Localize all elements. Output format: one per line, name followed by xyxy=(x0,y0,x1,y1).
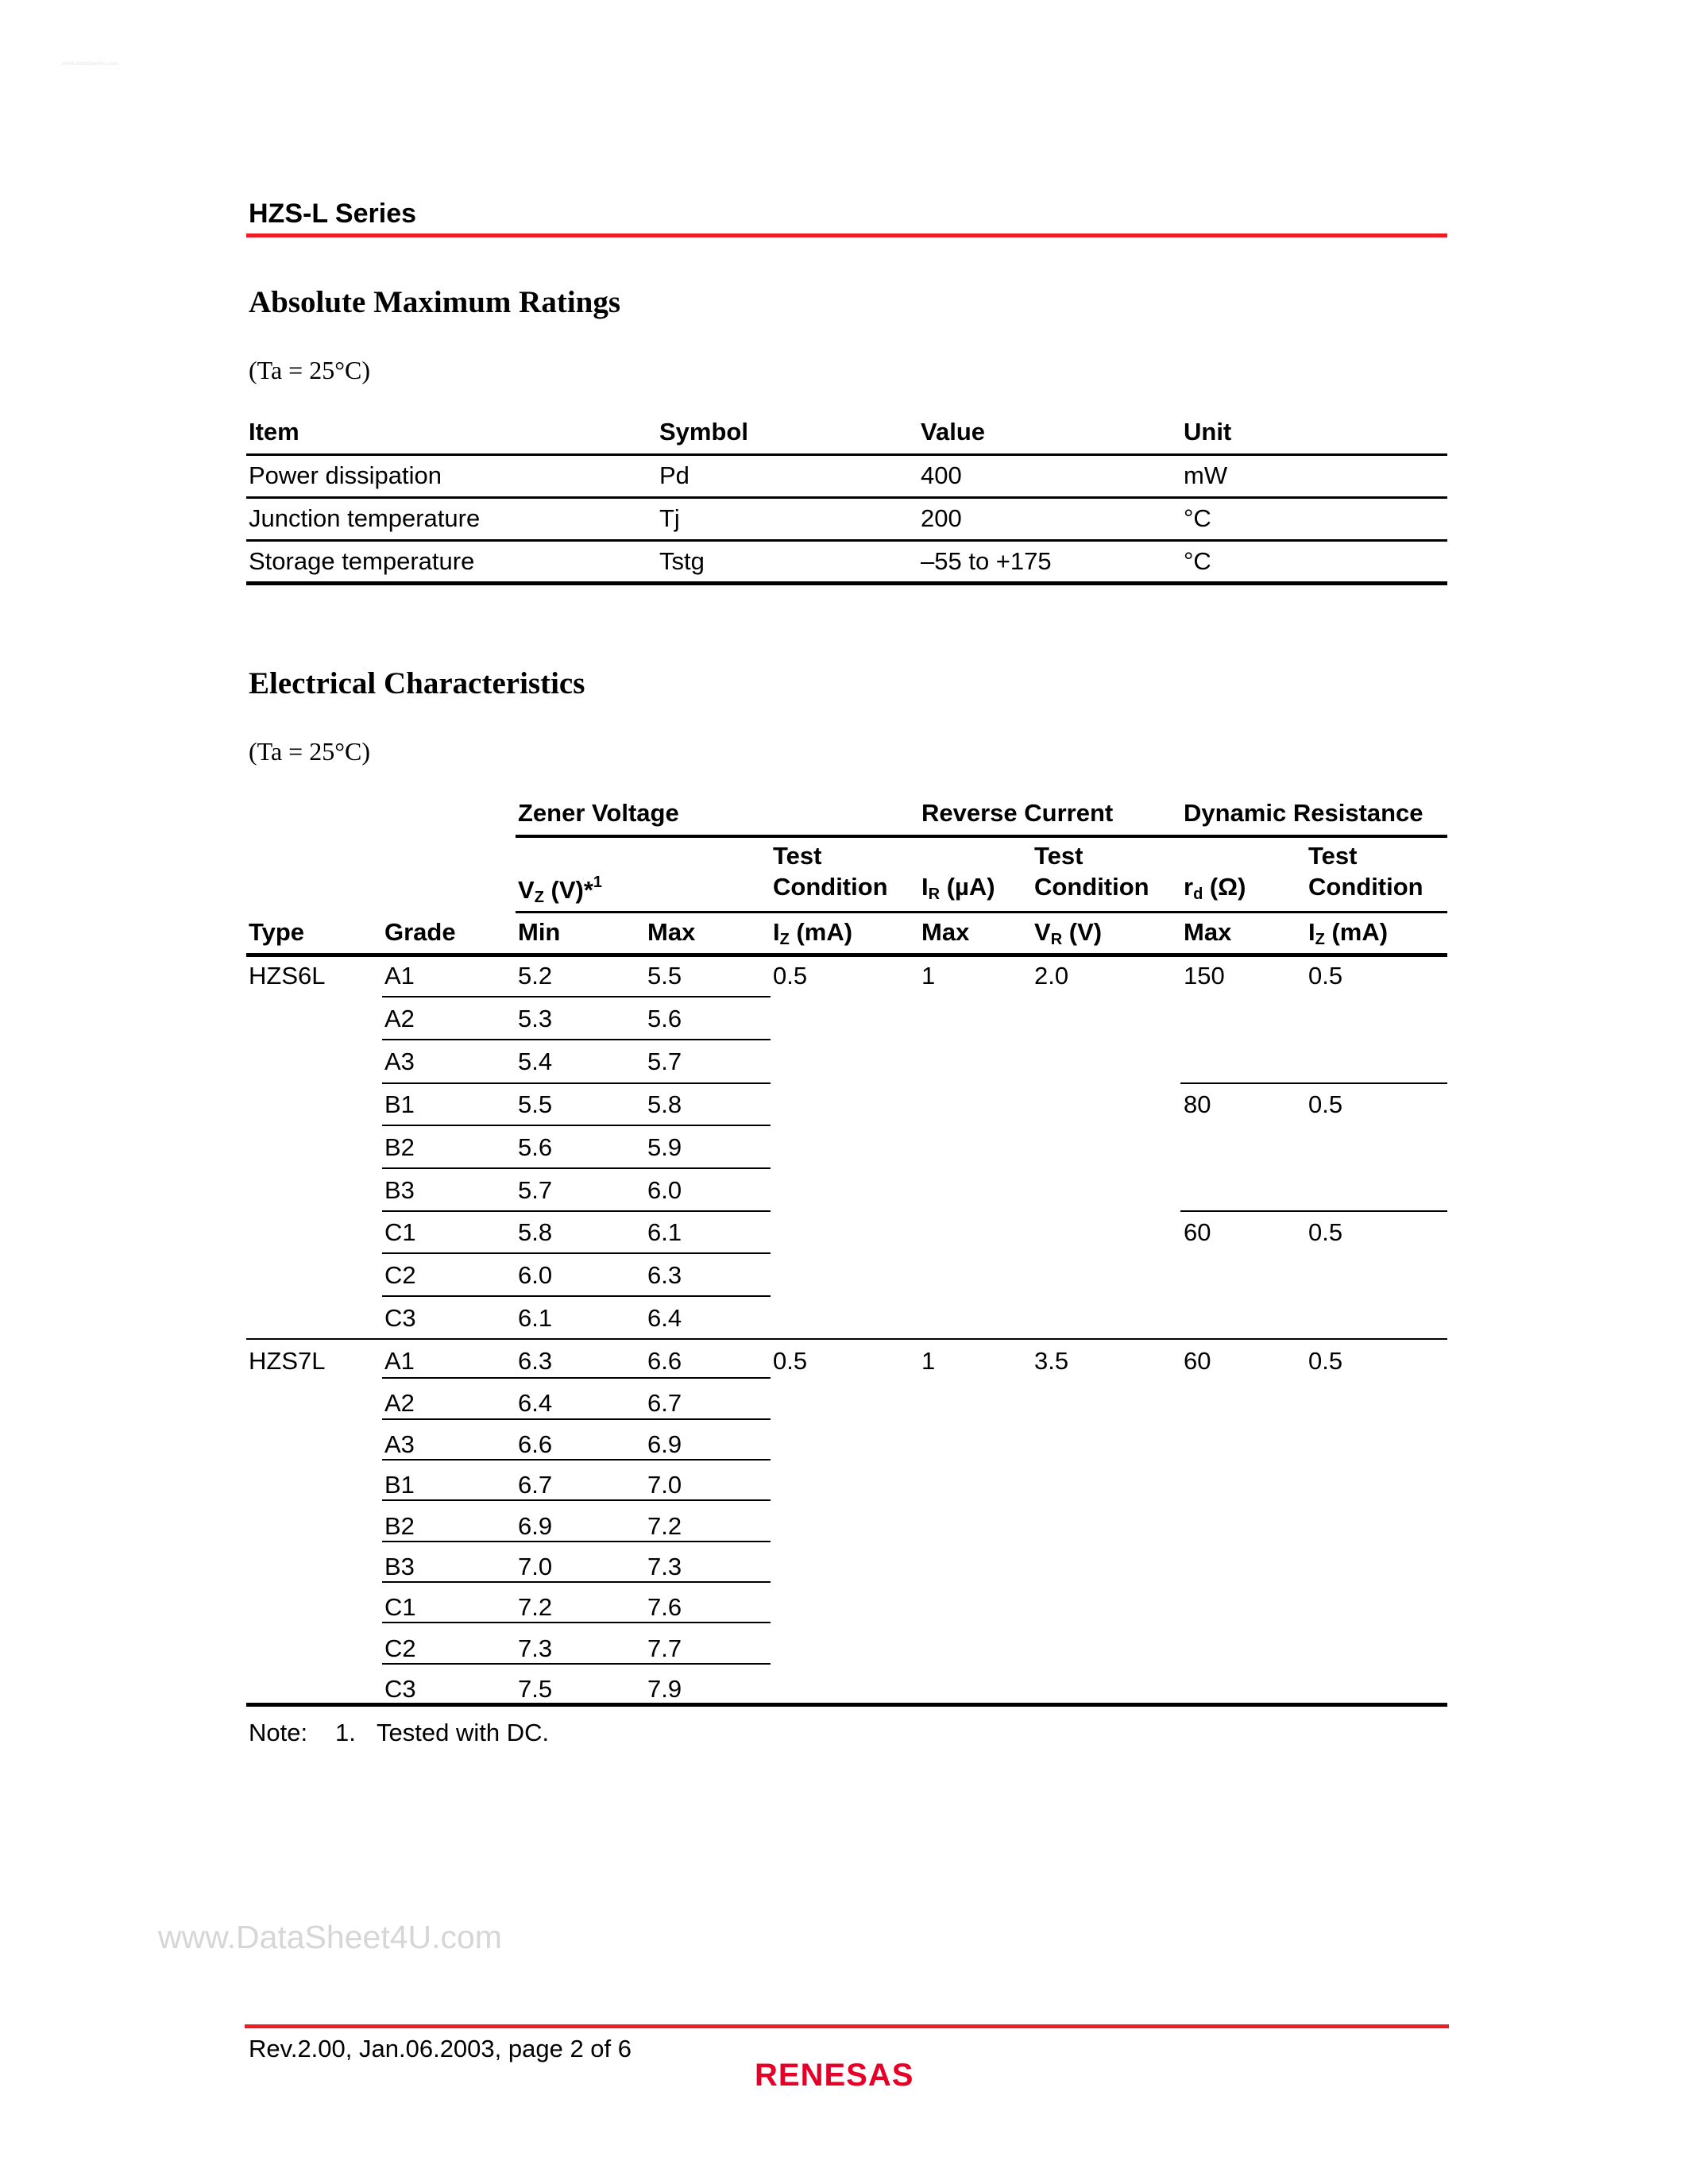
max-cell: 6.9 xyxy=(647,1430,682,1458)
max-cell: 5.8 xyxy=(647,1090,682,1118)
min-cell: 7.3 xyxy=(518,1634,553,1662)
renesas-logo xyxy=(753,2057,952,2096)
min-cell: 6.1 xyxy=(518,1304,553,1332)
rd-rule xyxy=(1180,1082,1447,1084)
max-cell: 7.0 xyxy=(647,1471,682,1499)
row-rule xyxy=(382,1039,771,1040)
vr-cell: 3.5 xyxy=(1034,1347,1069,1375)
footer-revision: Rev.2.00, Jan.06.2003, page 2 of 6 xyxy=(249,2035,632,2062)
grade-cell: B3 xyxy=(384,1176,415,1204)
row-rule xyxy=(382,1663,771,1665)
type-cell: HZS7L xyxy=(249,1347,326,1375)
row-rule xyxy=(382,1210,771,1212)
table-cell: Tstg xyxy=(659,547,705,575)
rd-rule xyxy=(1180,1210,1447,1212)
rd-iz-cell: 0.5 xyxy=(1308,962,1343,990)
grade-cell: C3 xyxy=(384,1304,416,1332)
col-item: Item xyxy=(249,418,299,446)
max-cell: 7.9 xyxy=(647,1675,682,1703)
condition-label: Condition xyxy=(1308,873,1423,901)
grade-cell: A3 xyxy=(384,1048,415,1075)
ir-header: $I_R$ (µA) xyxy=(921,873,995,903)
grade-cell: A3 xyxy=(384,1430,415,1458)
max-cell: 6.7 xyxy=(647,1389,682,1417)
min-cell: 5.3 xyxy=(518,1005,553,1032)
grade-cell: C2 xyxy=(384,1634,416,1662)
min-cell: 5.5 xyxy=(518,1090,553,1118)
rd-cell: 60 xyxy=(1184,1218,1211,1246)
grade-cell: C2 xyxy=(384,1261,416,1289)
note-number: 1. xyxy=(335,1719,356,1746)
test-label: Test xyxy=(773,842,822,870)
series-title: HZS-L Series xyxy=(249,199,417,229)
grade-cell: B1 xyxy=(384,1090,415,1118)
min-cell: 6.4 xyxy=(518,1389,553,1417)
col-vr: $V_R$ (V) xyxy=(1034,918,1103,948)
table-cell: –55 to +175 xyxy=(921,547,1052,575)
col-symbol: Symbol xyxy=(659,418,748,446)
condition-label: Condition xyxy=(773,873,888,901)
min-cell: 5.4 xyxy=(518,1048,553,1075)
min-cell: 6.0 xyxy=(518,1261,553,1289)
row-rule xyxy=(382,1167,771,1169)
type-cell: HZS6L xyxy=(249,962,326,990)
max-cell: 6.0 xyxy=(647,1176,682,1204)
table-cell: Storage temperature xyxy=(249,547,475,575)
min-cell: 6.6 xyxy=(518,1430,553,1458)
row-rule xyxy=(382,1418,771,1420)
table-cell: Power dissipation xyxy=(249,461,442,489)
grade-cell: A1 xyxy=(384,962,415,990)
row-rule xyxy=(382,1082,771,1084)
table-rule xyxy=(246,496,1447,499)
renesas-logo-icon xyxy=(753,2057,952,2092)
row-rule xyxy=(382,1459,771,1461)
table-cell: °C xyxy=(1184,547,1211,575)
note-label: Note: xyxy=(249,1719,308,1746)
top-watermark: www.datasheet4u.com xyxy=(62,61,118,67)
row-rule xyxy=(382,1377,771,1379)
amr-title: Absolute Maximum Ratings xyxy=(249,285,621,319)
col-ir-max: Max xyxy=(921,918,970,946)
rd-iz-cell: 0.5 xyxy=(1308,1347,1343,1375)
header-bottom-rule xyxy=(246,953,1447,957)
ec-title: Electrical Characteristics xyxy=(249,666,585,700)
max-cell: 7.6 xyxy=(647,1593,682,1621)
min-cell: 6.9 xyxy=(518,1512,553,1540)
grade-cell: A2 xyxy=(384,1389,415,1417)
rd-cell: 150 xyxy=(1184,962,1225,990)
grade-cell: C1 xyxy=(384,1218,416,1246)
min-cell: 7.5 xyxy=(518,1675,553,1703)
table-rule xyxy=(246,453,1447,456)
min-cell: 5.2 xyxy=(518,962,553,990)
iz-cell: 0.5 xyxy=(773,1347,808,1375)
max-cell: 5.6 xyxy=(647,1005,682,1032)
condition-label: Condition xyxy=(1034,873,1149,901)
grade-cell: A2 xyxy=(384,1005,415,1032)
ir-cell: 1 xyxy=(921,962,936,990)
table-cell: °C xyxy=(1184,504,1211,532)
rd-header: $r_d$ (Ω) xyxy=(1184,873,1246,903)
col-type: Type xyxy=(249,918,305,946)
row-rule xyxy=(382,1622,771,1623)
subheader-rule xyxy=(516,911,1447,913)
table-bottom-rule xyxy=(246,581,1447,585)
amr-condition: (Ta = 25°C) xyxy=(249,356,371,384)
col-unit: Unit xyxy=(1184,418,1232,446)
rd-iz-cell: 0.5 xyxy=(1308,1218,1343,1246)
note-text: Tested with DC. xyxy=(377,1719,550,1746)
table-cell: 200 xyxy=(921,504,962,532)
group-zener-voltage: Zener Voltage xyxy=(518,799,679,827)
grade-cell: B2 xyxy=(384,1133,415,1161)
min-cell: 6.3 xyxy=(518,1347,553,1375)
grade-cell: B1 xyxy=(384,1471,415,1499)
header-rule xyxy=(246,233,1447,237)
group-reverse-current: Reverse Current xyxy=(921,799,1114,827)
test-label: Test xyxy=(1034,842,1083,870)
table-cell: Pd xyxy=(659,461,689,489)
max-cell: 7.3 xyxy=(647,1553,682,1580)
max-cell: 7.2 xyxy=(647,1512,682,1540)
row-rule xyxy=(382,1125,771,1126)
grade-cell: A1 xyxy=(384,1347,415,1375)
grade-cell: B2 xyxy=(384,1512,415,1540)
vz-header: $V_Z$ (V)*$^1$ xyxy=(518,874,603,906)
min-cell: 6.7 xyxy=(518,1471,553,1499)
rd-cell: 60 xyxy=(1184,1347,1211,1375)
svg-text:RENESAS: RENESAS xyxy=(755,2058,914,2092)
col-max: Max xyxy=(647,918,696,946)
min-cell: 7.2 xyxy=(518,1593,553,1621)
table-cell: Tj xyxy=(659,504,680,532)
ec-condition: (Ta = 25°C) xyxy=(249,737,371,766)
footer-rule xyxy=(245,2024,1449,2028)
max-cell: 6.6 xyxy=(647,1347,682,1375)
row-rule xyxy=(382,1541,771,1542)
col-grade: Grade xyxy=(384,918,456,946)
table-cell: mW xyxy=(1184,461,1228,489)
min-cell: 5.8 xyxy=(518,1218,553,1246)
table-cell: Junction temperature xyxy=(249,504,481,532)
table-bottom-rule xyxy=(246,1703,1447,1707)
max-cell: 6.4 xyxy=(647,1304,682,1332)
grade-cell: C1 xyxy=(384,1593,416,1621)
row-rule xyxy=(382,1252,771,1254)
min-cell: 7.0 xyxy=(518,1553,553,1580)
ir-cell: 1 xyxy=(921,1347,936,1375)
max-cell: 7.7 xyxy=(647,1634,682,1662)
row-rule xyxy=(382,1499,771,1501)
iz-cell: 0.5 xyxy=(773,962,808,990)
col-value: Value xyxy=(921,418,985,446)
max-cell: 5.7 xyxy=(647,1048,682,1075)
group-divider-rule xyxy=(246,1338,1447,1340)
grade-cell: C3 xyxy=(384,1675,416,1703)
max-cell: 5.5 xyxy=(647,962,682,990)
watermark-text: www.DataSheet4U.com xyxy=(158,1919,502,1955)
min-cell: 5.6 xyxy=(518,1133,553,1161)
max-cell: 5.9 xyxy=(647,1133,682,1161)
max-cell: 6.1 xyxy=(647,1218,682,1246)
rd-cell: 80 xyxy=(1184,1090,1211,1118)
table-cell: 400 xyxy=(921,461,962,489)
col-iz2: $I_Z$ (mA) xyxy=(1308,918,1389,948)
test-label: Test xyxy=(1308,842,1358,870)
row-rule xyxy=(382,1295,771,1297)
max-cell: 6.3 xyxy=(647,1261,682,1289)
row-rule xyxy=(382,996,771,997)
row-rule xyxy=(382,1581,771,1583)
col-min: Min xyxy=(518,918,561,946)
vr-cell: 2.0 xyxy=(1034,962,1069,990)
min-cell: 5.7 xyxy=(518,1176,553,1204)
grade-cell: B3 xyxy=(384,1553,415,1580)
col-iz: $I_Z$ (mA) xyxy=(773,918,853,948)
table-rule xyxy=(246,539,1447,542)
group-rule xyxy=(516,835,1447,838)
rd-iz-cell: 0.5 xyxy=(1308,1090,1343,1118)
group-dynamic-resistance: Dynamic Resistance xyxy=(1184,799,1423,827)
col-rd-max: Max xyxy=(1184,918,1232,946)
